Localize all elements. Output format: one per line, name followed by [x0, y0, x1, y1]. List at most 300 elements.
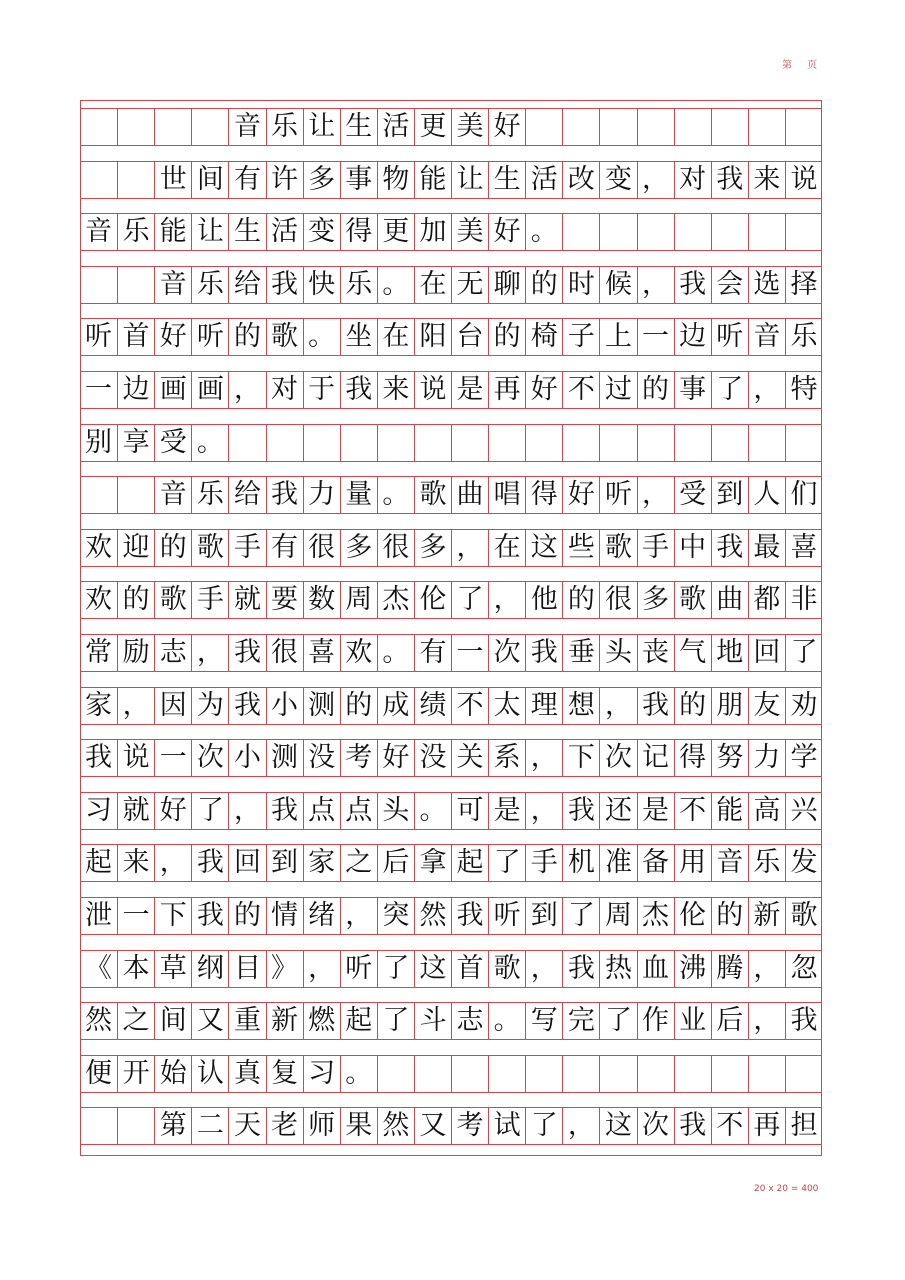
grid-cell: 完 — [562, 1002, 599, 1039]
grid-cell: 喜 — [785, 529, 822, 566]
grid-cell: 发 — [785, 844, 822, 881]
grid-cell: 的 — [154, 529, 191, 566]
manuscript-grid — [80, 100, 822, 1156]
grid-cell: 们 — [785, 476, 822, 513]
grid-cell: 是 — [451, 371, 488, 408]
grid-cell: 给 — [228, 266, 265, 303]
grid-cell: 次 — [488, 634, 525, 671]
grid-cell: 家 — [85, 689, 113, 721]
grid-cell: ， — [637, 161, 674, 198]
grid-cell: 高 — [748, 792, 785, 829]
row-bottom-rule — [80, 671, 822, 672]
grid-cell — [266, 424, 303, 461]
grid-cell — [637, 213, 674, 250]
grid-cell: 就 — [228, 581, 265, 618]
grid-cell: 没 — [414, 739, 451, 776]
grid-cell: 的 — [340, 687, 377, 724]
grid-cell: 用 — [674, 844, 711, 881]
grid-cell — [711, 1055, 748, 1092]
grid-cell: 量 — [340, 476, 377, 513]
row-bottom-rule — [80, 1144, 822, 1145]
row-bottom-rule — [80, 1039, 822, 1040]
grid-cell: 点 — [340, 792, 377, 829]
grid-cell: 时 — [562, 266, 599, 303]
grid-cell: 了 — [191, 792, 228, 829]
grid-cell: 劝 — [785, 687, 822, 724]
grid-cell: 间 — [154, 1002, 191, 1039]
grid-cell: 无 — [451, 266, 488, 303]
grid-cell: ， — [228, 792, 265, 829]
row-bottom-rule — [80, 566, 822, 567]
grid-cell: 听 — [191, 318, 228, 355]
grid-cell: 曲 — [711, 581, 748, 618]
grid-cell: 很 — [303, 529, 340, 566]
grid-cell: 斗 — [414, 1002, 451, 1039]
grid-cell — [748, 213, 785, 250]
grid-cell: 太 — [488, 687, 525, 724]
grid-row — [80, 318, 822, 355]
row-bottom-rule — [80, 145, 822, 146]
grid-cell: 又 — [414, 1107, 451, 1144]
grid-cell: 在 — [414, 266, 451, 303]
grid-cell: 一 — [451, 634, 488, 671]
grid-cell: 的 — [228, 897, 265, 934]
grid-cell: 兴 — [785, 792, 822, 829]
row-bottom-rule — [80, 303, 822, 304]
grid-row — [80, 687, 822, 724]
grid-cell: 然 — [85, 1005, 113, 1037]
grid-cell: ， — [748, 1002, 785, 1039]
grid-cell — [562, 424, 599, 461]
grid-cell: 候 — [599, 266, 636, 303]
grid-cell — [154, 108, 191, 145]
grid-cell: 受 — [154, 424, 191, 461]
grid-cell — [674, 424, 711, 461]
grid-cell: 便 — [85, 1057, 113, 1089]
grid-cell: ， — [228, 371, 265, 408]
grid-cell: 始 — [154, 1055, 191, 1092]
grid-cell: 忽 — [785, 950, 822, 987]
grid-cell: 美 — [451, 108, 488, 145]
row-bottom-rule — [80, 776, 822, 777]
grid-cell: 能 — [154, 213, 191, 250]
grid-cell: 歌 — [674, 581, 711, 618]
grid-cell: 第 — [154, 1107, 191, 1144]
grid-cell: 考 — [340, 739, 377, 776]
grid-cell: 有 — [266, 529, 303, 566]
grid-cell: 画 — [154, 371, 191, 408]
grid-cell: 的 — [117, 581, 154, 618]
grid-cell: 杰 — [637, 897, 674, 934]
grid-cell — [80, 476, 117, 513]
grid-cell: 这 — [525, 529, 562, 566]
row-bottom-rule — [80, 987, 822, 988]
grid-cell: 拿 — [414, 844, 451, 881]
grid-cell: 来 — [748, 161, 785, 198]
row-bottom-rule — [80, 408, 822, 409]
grid-cell: ， — [451, 529, 488, 566]
grid-cell: 绪 — [303, 897, 340, 934]
grid-cell: 测 — [303, 687, 340, 724]
grid-cell: 了 — [711, 371, 748, 408]
grid-cell: ， — [637, 266, 674, 303]
grid-cell: 欢 — [85, 584, 113, 616]
grid-cell: 上 — [599, 318, 636, 355]
grid-cell: 头 — [377, 792, 414, 829]
grid-cell: 音 — [154, 266, 191, 303]
grid-cell: 地 — [711, 634, 748, 671]
grid-cell: 。 — [377, 634, 414, 671]
grid-cell: 歌 — [266, 318, 303, 355]
grid-cell: 择 — [785, 266, 822, 303]
grid-cell: 阳 — [414, 318, 451, 355]
grid-cell — [80, 108, 117, 145]
grid-cell: 边 — [674, 318, 711, 355]
grid-cell: 再 — [748, 1107, 785, 1144]
grid-cell: 我 — [266, 266, 303, 303]
grid-cell: 的 — [674, 687, 711, 724]
grid-cell: 起 — [451, 844, 488, 881]
grid-cell: 志 — [451, 1002, 488, 1039]
grid-cell: 到 — [711, 476, 748, 513]
grid-cell: 系 — [488, 739, 525, 776]
grid-cell — [525, 1055, 562, 1092]
grid-cell: 能 — [414, 161, 451, 198]
grid-cell: 音 — [228, 108, 265, 145]
grid-cell: 首 — [117, 318, 154, 355]
grid-cell: 朋 — [711, 687, 748, 724]
grid-cell: 担 — [785, 1107, 822, 1144]
grid-cell: 次 — [637, 1107, 674, 1144]
grid-cell: 数 — [303, 581, 340, 618]
row-bottom-rule — [80, 1092, 822, 1093]
grid-cell: 很 — [599, 581, 636, 618]
grid-cell: 果 — [340, 1107, 377, 1144]
grid-cell: 好 — [154, 792, 191, 829]
grid-cell: 多 — [340, 529, 377, 566]
grid-cell: 生 — [488, 161, 525, 198]
grid-cell — [117, 476, 154, 513]
grid-cell: 师 — [303, 1107, 340, 1144]
grid-cell: 会 — [711, 266, 748, 303]
grid-cell — [451, 424, 488, 461]
grid-cell: 我 — [340, 371, 377, 408]
grid-cell: 点 — [303, 792, 340, 829]
grid-cell: 说 — [414, 371, 451, 408]
grid-row — [80, 161, 822, 198]
grid-cell: 然 — [377, 1107, 414, 1144]
grid-cell: 。 — [414, 792, 451, 829]
grid-cell: 能 — [711, 792, 748, 829]
row-bottom-rule — [80, 513, 822, 514]
grid-cell: 乐 — [340, 266, 377, 303]
grid-cell: 好 — [562, 476, 599, 513]
grid-cell — [562, 1055, 599, 1092]
grid-cell: 小 — [228, 739, 265, 776]
grid-cell: 后 — [711, 1002, 748, 1039]
grid-cell — [414, 424, 451, 461]
grid-cell: 事 — [340, 161, 377, 198]
grid-cell: 》 — [266, 950, 303, 987]
grid-cell: 乐 — [191, 266, 228, 303]
grid-cell: 家 — [303, 844, 340, 881]
grid-cell — [191, 108, 228, 145]
grid-cell — [414, 1055, 451, 1092]
grid-cell: 好 — [154, 318, 191, 355]
grid-cell: 腾 — [711, 950, 748, 987]
grid-cell: 我 — [191, 897, 228, 934]
grid-cell: 垂 — [562, 634, 599, 671]
grid-cell: 边 — [117, 371, 154, 408]
grid-cell: 了 — [785, 634, 822, 671]
grid-cell: 好 — [488, 213, 525, 250]
grid-cell — [117, 266, 154, 303]
grid-cell: 次 — [599, 739, 636, 776]
grid-outer-border — [80, 100, 822, 1156]
grid-cell: 可 — [451, 792, 488, 829]
grid-cell: 首 — [451, 950, 488, 987]
grid-cell: 之 — [117, 1002, 154, 1039]
grid-cell: 力 — [303, 476, 340, 513]
grid-cell: 为 — [191, 687, 228, 724]
grid-cell: ， — [303, 950, 340, 987]
grid-cell: 欢 — [340, 634, 377, 671]
grid-cell: 就 — [117, 792, 154, 829]
grid-cell: 认 — [191, 1055, 228, 1092]
grid-cell: 伦 — [414, 581, 451, 618]
grid-cell: 都 — [748, 581, 785, 618]
grid-cell: 迎 — [117, 529, 154, 566]
row-bottom-rule — [80, 618, 822, 619]
grid-row — [80, 213, 822, 250]
grid-cell: 手 — [525, 844, 562, 881]
grid-cell: 是 — [488, 792, 525, 829]
row-bottom-rule — [80, 355, 822, 356]
grid-row — [80, 634, 822, 671]
grid-cell: 人 — [748, 476, 785, 513]
grid-cell: 选 — [748, 266, 785, 303]
grid-cell: 机 — [562, 844, 599, 881]
grid-cell — [117, 161, 154, 198]
grid-row — [80, 371, 822, 408]
row-bottom-rule — [80, 461, 822, 462]
grid-cell: 在 — [377, 318, 414, 355]
grid-cell: 受 — [674, 476, 711, 513]
grid-cell: 了 — [377, 1002, 414, 1039]
grid-cell: 歌 — [599, 529, 636, 566]
grid-cell: 记 — [637, 739, 674, 776]
grid-row — [80, 897, 822, 934]
grid-cell: 乐 — [748, 844, 785, 881]
grid-cell — [785, 108, 822, 145]
grid-cell: 椅 — [525, 318, 562, 355]
grid-cell: 喜 — [303, 634, 340, 671]
grid-cell: 一 — [117, 897, 154, 934]
grid-cell: 又 — [191, 1002, 228, 1039]
grid-cell: 变 — [303, 213, 340, 250]
grid-cell — [785, 213, 822, 250]
grid-cell: 好 — [525, 371, 562, 408]
grid-cell: 。 — [377, 476, 414, 513]
grid-cell: 台 — [451, 318, 488, 355]
grid-cell: 一 — [85, 374, 113, 405]
grid-cell: 到 — [266, 844, 303, 881]
grid-cell: 听 — [340, 950, 377, 987]
grid-row — [80, 581, 822, 618]
grid-cell: 我 — [711, 161, 748, 198]
grid-cell: 活 — [266, 213, 303, 250]
grid-row — [80, 844, 822, 881]
grid-cell: 想 — [562, 687, 599, 724]
grid-cell: 变 — [599, 161, 636, 198]
grid-cell — [117, 1107, 154, 1144]
grid-cell: 。 — [340, 1055, 377, 1092]
grid-cell — [748, 424, 785, 461]
grid-cell: 于 — [303, 371, 340, 408]
grid-cell — [377, 1055, 414, 1092]
grid-cell: 理 — [525, 687, 562, 724]
grid-cell: ， — [748, 950, 785, 987]
grid-cell: 。 — [303, 318, 340, 355]
grid-cell: 更 — [414, 108, 451, 145]
grid-cell: ， — [525, 792, 562, 829]
grid-cell: 二 — [191, 1107, 228, 1144]
grid-cell — [674, 108, 711, 145]
grid-cell: 别 — [85, 426, 113, 458]
grid-cell: 听 — [599, 476, 636, 513]
grid-cell: 间 — [191, 161, 228, 198]
grid-cell: 许 — [266, 161, 303, 198]
grid-cell: 的 — [637, 371, 674, 408]
grid-cell: 歌 — [191, 529, 228, 566]
grid-cell: 新 — [748, 897, 785, 934]
grid-cell: ， — [117, 687, 154, 724]
grid-cell: 我 — [266, 792, 303, 829]
grid-cell: 多 — [637, 581, 674, 618]
grid-cell: 乐 — [785, 318, 822, 355]
grid-cell: 常 — [85, 637, 113, 668]
grid-cell — [748, 108, 785, 145]
grid-cell: 了 — [562, 897, 599, 934]
grid-cell: 回 — [748, 634, 785, 671]
grid-cell: 之 — [340, 844, 377, 881]
grid-cell: 我 — [228, 687, 265, 724]
grid-cell: 准 — [599, 844, 636, 881]
grid-row — [80, 739, 822, 776]
grid-cell: 复 — [266, 1055, 303, 1092]
grid-cell: 歌 — [785, 897, 822, 934]
grid-cell: 不 — [562, 371, 599, 408]
grid-cell: 重 — [228, 1002, 265, 1039]
grid-cell: 下 — [562, 739, 599, 776]
grid-cell: 还 — [599, 792, 636, 829]
grid-cell: 纲 — [191, 950, 228, 987]
grid-cell — [525, 424, 562, 461]
grid-cell: 气 — [674, 634, 711, 671]
row-bottom-rule — [80, 198, 822, 199]
grid-cell: 听 — [711, 318, 748, 355]
grid-cell: 沸 — [674, 950, 711, 987]
grid-cell: 快 — [303, 266, 340, 303]
grid-cell: 得 — [340, 213, 377, 250]
grid-cell: 没 — [303, 739, 340, 776]
grid-cell — [599, 424, 636, 461]
grid-cell: 中 — [674, 529, 711, 566]
grid-cell: 手 — [191, 581, 228, 618]
grid-cell: 欢 — [85, 531, 113, 563]
grid-cell: 泄 — [85, 900, 113, 931]
grid-cell — [340, 424, 377, 461]
grid-cell: 我 — [674, 1107, 711, 1144]
row-bottom-rule — [80, 829, 822, 830]
grid-cell: 物 — [377, 161, 414, 198]
grid-cell: 要 — [266, 581, 303, 618]
grid-cell: 后 — [377, 844, 414, 881]
grid-cell: 乐 — [266, 108, 303, 145]
grid-row — [80, 476, 822, 513]
grid-cell: 我 — [785, 1002, 822, 1039]
grid-cell: 。 — [525, 213, 562, 250]
grid-cell: 多 — [414, 529, 451, 566]
grid-cell — [80, 1107, 117, 1144]
grid-cell: 乐 — [117, 213, 154, 250]
grid-cell — [525, 108, 562, 145]
row-bottom-rule — [80, 250, 822, 251]
grid-cell: 次 — [191, 739, 228, 776]
grid-cell: 学 — [785, 739, 822, 776]
grid-cell: ， — [525, 950, 562, 987]
grid-row — [80, 424, 822, 461]
grid-cell: 燃 — [303, 1002, 340, 1039]
grid-cell: 本 — [117, 950, 154, 987]
grid-cell: ， — [340, 897, 377, 934]
grid-cell: 了 — [451, 581, 488, 618]
grid-cell: 。 — [191, 424, 228, 461]
grid-row — [80, 108, 822, 145]
grid-cell: 乐 — [191, 476, 228, 513]
grid-cell: 这 — [414, 950, 451, 987]
grid-cell: 伦 — [674, 897, 711, 934]
grid-cell: 励 — [117, 634, 154, 671]
grid-cell: 目 — [228, 950, 265, 987]
grid-cell: 新 — [266, 1002, 303, 1039]
grid-cell: 我 — [637, 687, 674, 724]
grid-cell — [711, 424, 748, 461]
grid-cell — [488, 424, 525, 461]
grid-cell: 草 — [154, 950, 191, 987]
grid-cell — [562, 108, 599, 145]
grid-cell: 不 — [451, 687, 488, 724]
grid-cell: 让 — [451, 161, 488, 198]
grid-cell: 画 — [191, 371, 228, 408]
grid-cell — [711, 108, 748, 145]
grid-cell: 情 — [266, 897, 303, 934]
grid-cell: 了 — [525, 1107, 562, 1144]
grid-cell: 作 — [637, 1002, 674, 1039]
grid-row — [80, 529, 822, 566]
grid-cell: 很 — [377, 529, 414, 566]
grid-cell: 的 — [488, 318, 525, 355]
grid-cell: 事 — [674, 371, 711, 408]
grid-cell: 血 — [637, 950, 674, 987]
grid-cell: ， — [154, 844, 191, 881]
grid-cell: 一 — [637, 318, 674, 355]
grid-cell: ， — [191, 634, 228, 671]
grid-cell — [303, 424, 340, 461]
grid-cell: 热 — [599, 950, 636, 987]
grid-cell: 说 — [785, 161, 822, 198]
grid-cell: 些 — [562, 529, 599, 566]
